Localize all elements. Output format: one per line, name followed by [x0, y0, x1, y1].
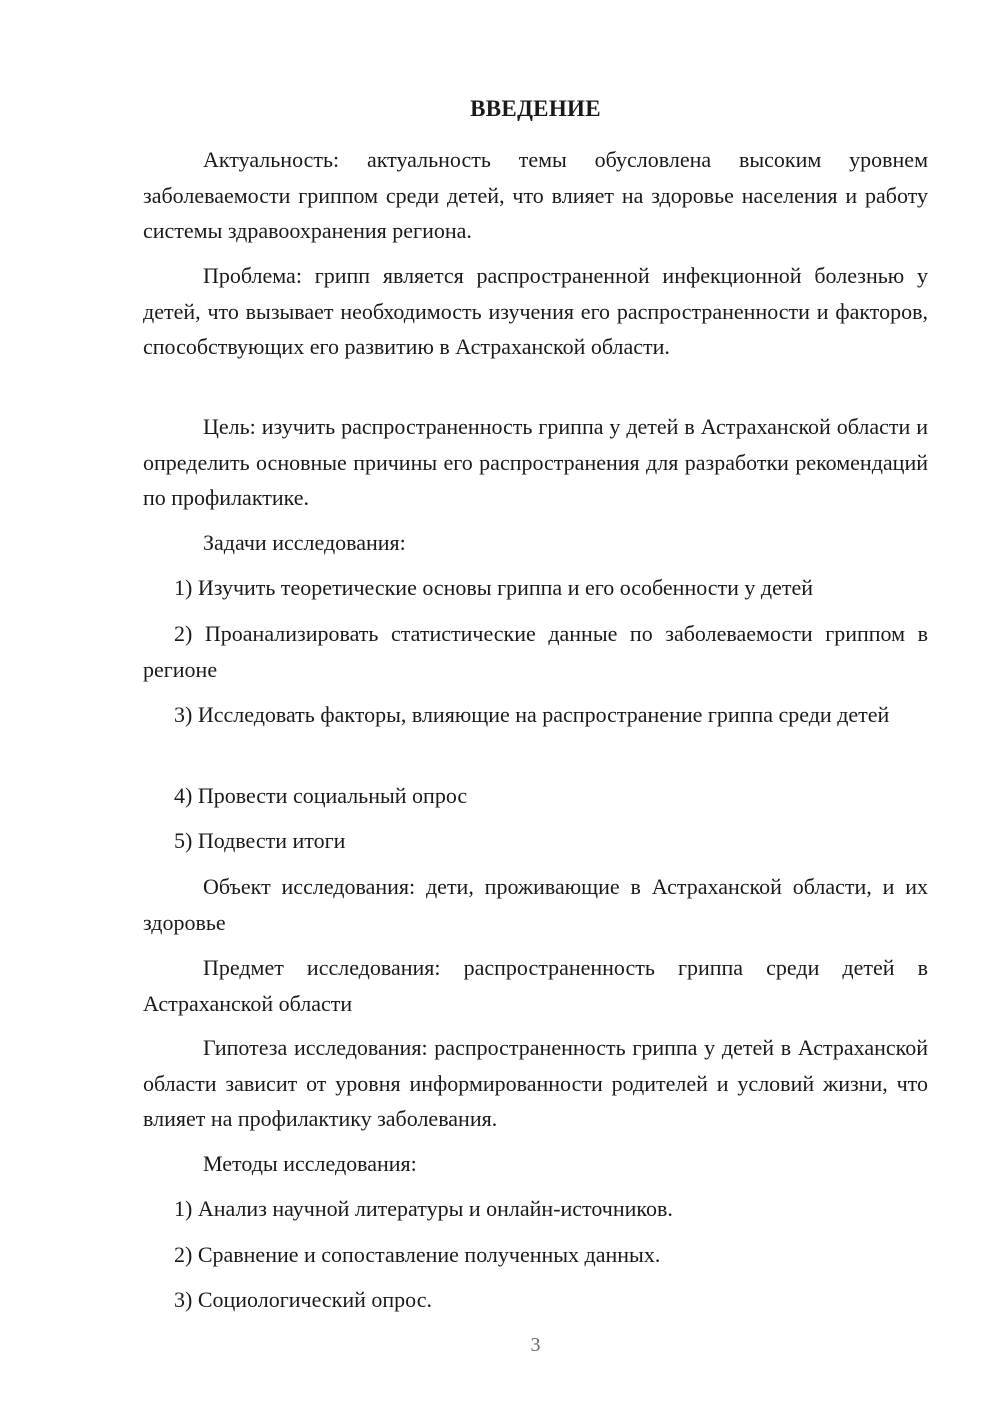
hypothesis-paragraph: Гипотеза исследования: распространенность гриппа у детей в Астраханской области зависит от уровня информированности родителей и условий жизни, что влияет на профилактику заболевания.	[143, 1035, 928, 1131]
document-page	[143, 0, 928, 1414]
problem-paragraph: Проблема: грипп является распространенной инфекционной болезнью у детей, что вызывает необходимость изучения его распространенности и факторов, способствующих его развитию в Астраханской области.	[143, 263, 928, 359]
task-item: 1) Изучить теоретические основы гриппа и его особенности у детей	[174, 575, 814, 600]
task-item: 4) Провести социальный опрос	[174, 783, 468, 808]
method-item: 2) Сравнение и сопоставление полученных данных.	[174, 1242, 661, 1267]
section-title: ВВЕДЕНИЕ	[470, 96, 601, 121]
method-item: 1) Анализ научной литературы и онлайн-источников.	[174, 1196, 673, 1221]
object-paragraph: Объект исследования: дети, проживающие в Астраханской области, и их здоровье	[143, 874, 928, 935]
task-item: 2) Проанализировать статистические данные по заболеваемости гриппом в регионе	[143, 621, 928, 682]
task-item: 5) Подвести итоги	[174, 828, 346, 853]
relevance-paragraph: Актуальность: актуальность темы обусловлена высоким уровнем заболеваемости гриппом среди детей, что влияет на здоровье населения и работу системы здравоохранения региона.	[143, 147, 928, 243]
subject-paragraph: Предмет исследования: распространенность гриппа среди детей в Астраханской области	[143, 955, 928, 1016]
task-item: 3) Исследовать факторы, влияющие на распространение гриппа среди детей	[174, 702, 890, 727]
goal-paragraph: Цель: изучить распространенность гриппа у детей в Астраханской области и определить основные причины его распространения для разработки рекомендаций по профилактике.	[143, 414, 928, 510]
methods-heading: Методы исследования:	[203, 1151, 417, 1176]
page-number: 3	[530, 1334, 541, 1356]
tasks-heading: Задачи исследования:	[203, 530, 406, 555]
method-item: 3) Социологический опрос.	[174, 1287, 432, 1312]
